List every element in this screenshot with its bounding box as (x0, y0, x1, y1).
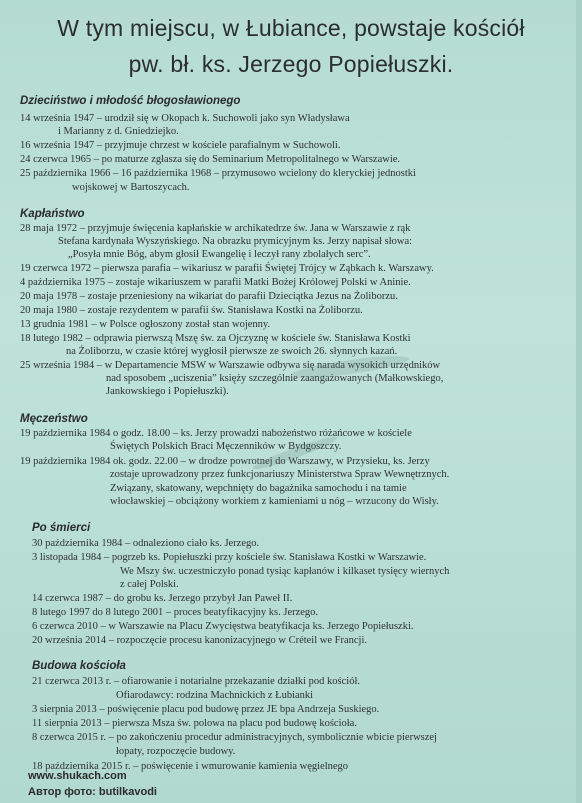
text-line: 11 sierpnia 2013 – pierwsza Msza św. polowa na placu pod budowę kościoła. (32, 718, 357, 729)
text-line: 18 października 2015 r. – poświęcenie i wmurowanie kamienia węgielnego (32, 761, 349, 772)
text-line: 3 listopada 1984 – pogrzeb ks. Popiełuszki przy kościele św. Stanisława Kostki w Warszawie. (32, 552, 427, 563)
section-heading-priesthood: Kapłaństwo (20, 208, 85, 220)
section-heading-childhood: Dzieciństwo i młodość błogosławionego (20, 95, 241, 107)
board-title-line-1: W tym miejscu, w Łubiance, powstaje kościół (57, 15, 525, 41)
text-line: 3 sierpnia 2013 – poświęcenie placu pod budowę przez JE bpa Andrzeja Suskiego. (32, 704, 380, 715)
watermark-site: www.shukach.com (28, 770, 127, 782)
text-line: „Posyła mnie Bóg, abym głosił Ewangelię i leczył rany zbolałych serc”. (68, 249, 371, 260)
text-line: 20 maja 1978 – zostaje przeniesiony na wikariat do parafii Dzieciątka Jezus na Żoliborzu. (20, 291, 398, 302)
text-line: 20 września 2014 – rozpoczęcie procesu kanonizacyjnego w Créteil we Francji. (32, 635, 367, 646)
text-line: 4 października 1975 – zostaje wikariuszem w parafii Matki Bożej Królowej Polski w Aninie. (20, 277, 411, 288)
text-line: 19 października 1984 ok. godz. 22.00 – w drodze powrotnej do Warszawy, w Przysieku, ks. Jerzy (20, 456, 430, 467)
text-line: 13 grudnia 1981 – w Polsce ogłoszony został stan wojenny. (20, 319, 271, 330)
text-line: 18 lutego 1982 – odprawia pierwszą Mszę św. za Ojczyznę w kościele św. Stanisława Kostki (20, 333, 411, 344)
section-heading-after-death: Po śmierci (32, 522, 91, 534)
text-line: 20 maja 1980 – zostaje rezydentem w parafii św. Stanisława Kostki na Żoliborzu. (20, 305, 363, 316)
text-line: 30 października 1984 – odnaleziono ciało ks. Jerzego. (32, 538, 260, 549)
text-line: 21 czerwca 2013 r. – ofiarowanie i notarialne przekazanie działki pod kościół. (32, 676, 360, 687)
text-line: włocławskiej – obciążony workiem z kamieniami u nóg – wrzucony do Wisły. (110, 496, 439, 507)
text-line: wojskowej w Bartoszycach. (72, 182, 190, 193)
text-line: 16 września 1947 – przyjmuje chrzest w kościele parafialnym w Suchowoli. (20, 140, 341, 151)
text-line: 28 maja 1972 – przyjmuje święcenia kapłańskie w archikatedrze św. Jana w Warszawie z rąk (20, 223, 411, 234)
text-line: 19 czerwca 1972 – pierwsza parafia – wikariusz w parafii Świętej Trójcy w Ząbkach k. Warszawy. (20, 263, 434, 274)
text-line: 24 czerwca 1965 – po maturze zgłasza się do Seminarium Metropolitalnego w Warszawie. (20, 154, 401, 165)
text-line: 6 czerwca 2010 – w Warszawie na Placu Zwycięstwa beatyfikacja ks. Jerzego Popiełuszki. (32, 621, 414, 632)
text-line: łopaty, rozpoczęcie budowy. (116, 746, 236, 757)
text-line: Ofiarodawcy: rodzina Machnickich z Łubianki (116, 690, 314, 701)
text-line: 14 czerwca 1987 – do grobu ks. Jerzego przybył Jan Paweł II. (32, 593, 293, 604)
watermark-author: Автор фото: butilkavodi (28, 786, 157, 798)
text-line: 19 października 1984 o godz. 18.00 – ks. Jerzy prowadzi nabożeństwo różańcowe w kościele (20, 428, 412, 439)
text-line: Związany, skatowany, wepchnięty do bagażnika samochodu i na tamie (110, 483, 407, 494)
text-line: 8 czerwca 2015 r. – po zakończeniu procedur administracyjnych, symbolicznie wbicie pierwszej (32, 732, 437, 743)
text-line: We Mszy św. uczestniczyło ponad tysiąc kapłanów i kilkaset tysięcy wiernych (120, 566, 450, 577)
text-line: na Żoliborzu, w czasie której wygłosił pierwsze ze swoich 26. słynnych kazań. (66, 346, 398, 357)
text-line: Świętych Polskich Braci Męczenników w Bydgoszczy. (110, 441, 342, 452)
section-heading-church-construction: Budowa kościoła (32, 660, 126, 672)
text-line: Jankowskiego i Popiełuszki). (106, 386, 229, 397)
text-line: 25 października 1966 – 16 października 1968 – przymusowo wcielony do kleryckiej jednostki (20, 168, 416, 179)
text-line: zostaje uprowadzony przez funkcjonariuszy Ministerstwa Spraw Wewnętrznych. (110, 469, 450, 480)
text-line: 25 września 1984 – w Departamencie MSW w Warszawie odbywa się narada wysokich urzędników (20, 360, 441, 371)
text-line: i Marianny z d. Gniedziejko. (58, 126, 179, 137)
text-line: 8 lutego 1997 do 8 lutego 2001 – proces beatyfikacyjny ks. Jerzego. (32, 607, 319, 618)
section-heading-martyrdom: Męczeństwo (20, 413, 88, 425)
text-line: nad sposobem „uciszenia” księży szczególnie zaangażowanych (Małkowskiego, (106, 373, 444, 384)
text-line: 14 września 1947 – urodził się w Okopach k. Suchowoli jako syn Władysława (20, 113, 350, 124)
board-title-line-2: pw. bł. ks. Jerzego Popiełuszki. (128, 51, 454, 77)
text-line: z całej Polski. (120, 579, 179, 590)
text-line: Stefana kardynała Wyszyńskiego. Na obrazku prymicyjnym ks. Jerzy napisał słowa: (58, 236, 413, 247)
